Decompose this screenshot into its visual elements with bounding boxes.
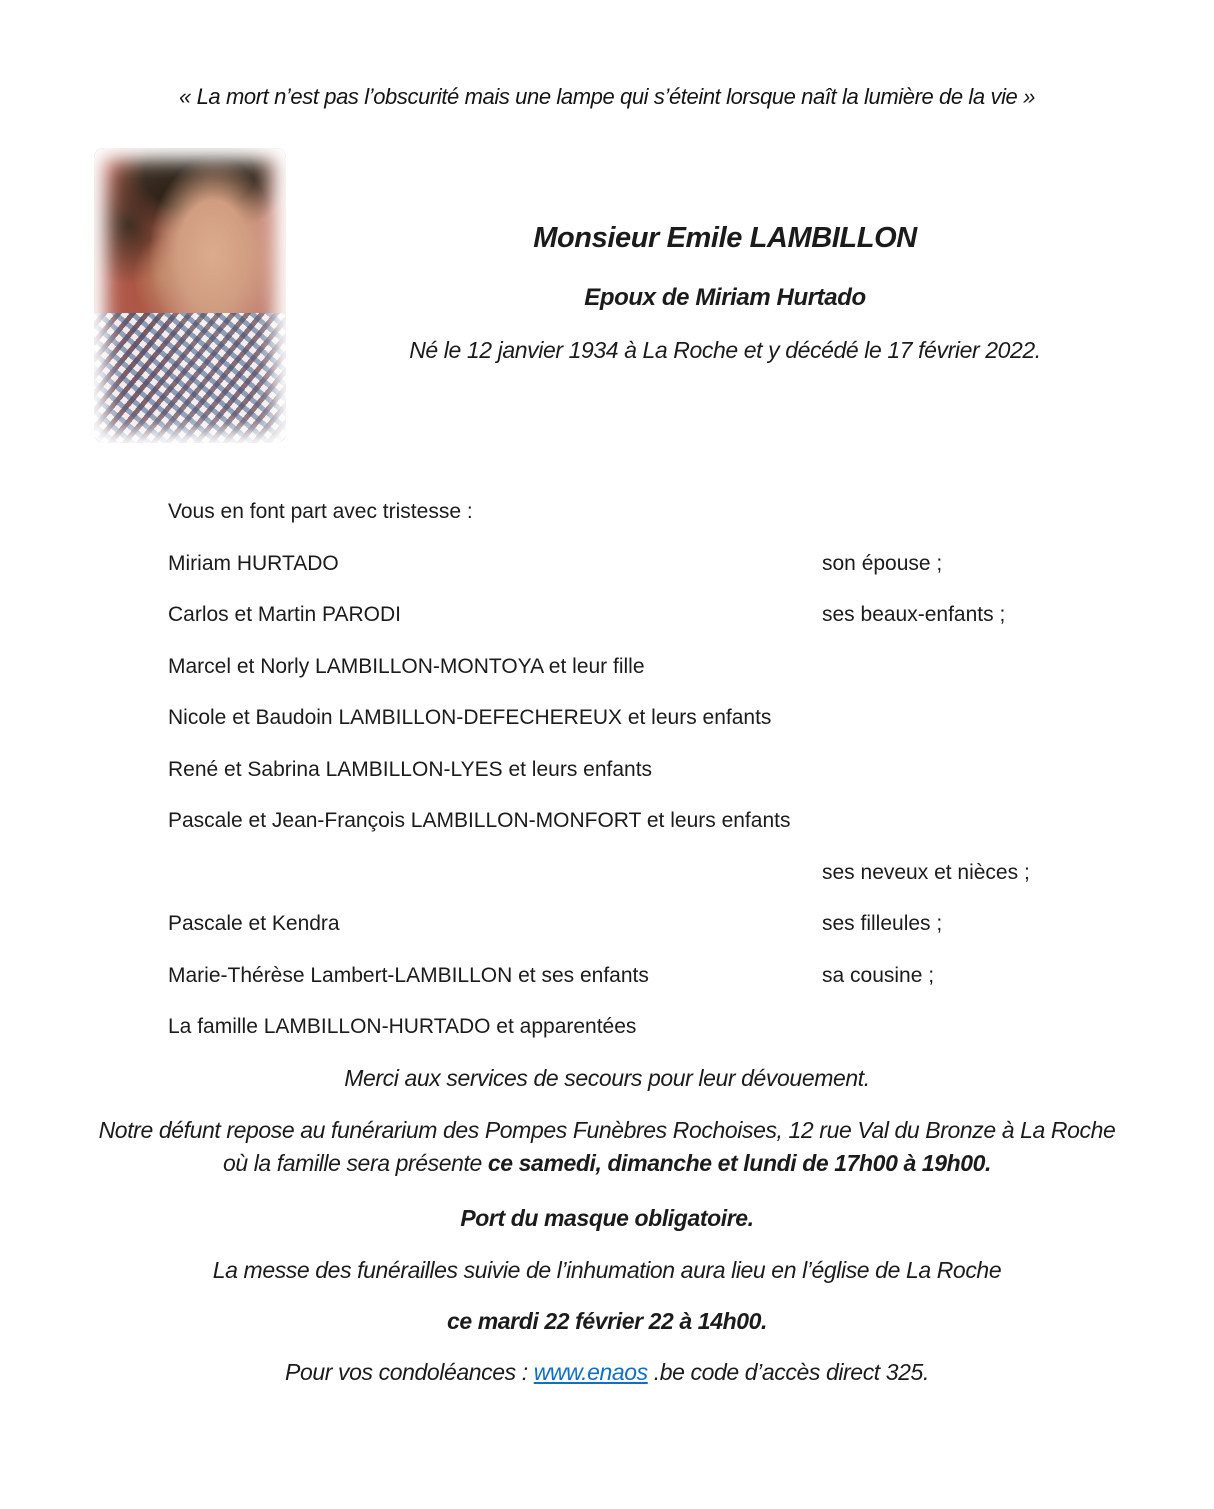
family-member-relation: ses beaux-enfants ; bbox=[822, 603, 1006, 626]
spouse-subtitle: Epoux de Miriam Hurtado bbox=[584, 284, 866, 311]
repose-notice bbox=[36, 1114, 1178, 1180]
family-member-name: Marcel et Norly LAMBILLON-MONTOYA et leur fille bbox=[168, 654, 645, 678]
family-row bbox=[0, 898, 1214, 950]
thanks-notice: Merci aux services de secours pour leur dévouement. bbox=[344, 1065, 870, 1091]
birth-death-line: Né le 12 janvier 1934 à La Roche et y décédé le 17 février 2022. bbox=[409, 337, 1041, 363]
repose-line2-regular: où la famille sera présente bbox=[222, 1150, 488, 1176]
repose-line1: Notre défunt repose au funérarium des Pompes Funèbres Rochoises, 12 rue Val du Bronze à La Roche bbox=[98, 1117, 1116, 1143]
family-row bbox=[0, 1001, 1214, 1053]
family-member-name: Marie-Thérèse Lambert-LAMBILLON et ses enfants bbox=[168, 963, 649, 987]
deceased-name-title: Monsieur Emile LAMBILLON bbox=[533, 222, 917, 254]
family-row bbox=[0, 538, 1214, 590]
family-row bbox=[0, 795, 1214, 847]
condolences-prefix: Pour vos condoléances : bbox=[285, 1359, 534, 1385]
repose-line2 bbox=[36, 1147, 1178, 1180]
condolences-suffix: .be code d’accès direct 325. bbox=[647, 1359, 929, 1385]
family-member-name: Pascale et Jean-François LAMBILLON-MONFORT et leurs enfants bbox=[168, 809, 791, 832]
family-row bbox=[0, 847, 1214, 899]
family-member-name: Nicole et Baudoin LAMBILLON-DEFECHEREUX et leurs enfants bbox=[168, 706, 772, 729]
family-block bbox=[0, 486, 1214, 1053]
family-member-name: René et Sabrina LAMBILLON-LYES et leurs enfants bbox=[168, 757, 653, 781]
family-row bbox=[0, 641, 1214, 693]
condolences-line bbox=[36, 1356, 1178, 1389]
family-list bbox=[0, 538, 1214, 1053]
announcement-intro-row bbox=[0, 486, 1214, 538]
funeral-mass-notice: La messe des funérailles suivie de l’inhumation aura lieu en l’église de La Roche bbox=[212, 1257, 1002, 1283]
family-row bbox=[0, 950, 1214, 1002]
family-member-relation: sa cousine ; bbox=[822, 963, 935, 987]
family-row bbox=[0, 589, 1214, 641]
family-member-relation: ses filleules ; bbox=[822, 912, 943, 935]
family-member-name: Miriam HURTADO bbox=[168, 551, 339, 575]
repose-line2-visiting-hours: ce samedi, dimanche et lundi de 17h00 à 19h00. bbox=[487, 1150, 992, 1176]
family-row bbox=[0, 744, 1214, 796]
mask-notice: Port du masque obligatoire. bbox=[460, 1205, 754, 1231]
family-member-relation: ses neveux et nièces ; bbox=[822, 860, 1030, 884]
opening-quote: « La mort n’est pas l’obscurité mais une lampe qui s’éteint lorsque naît la lumière de la vie » bbox=[179, 84, 1035, 109]
family-member-relation: son épouse ; bbox=[822, 551, 943, 575]
family-member-name: Pascale et Kendra bbox=[168, 912, 340, 935]
family-row bbox=[0, 692, 1214, 744]
portrait-photo bbox=[94, 148, 286, 443]
funeral-datetime: ce mardi 22 février 22 à 14h00. bbox=[446, 1308, 768, 1334]
family-member-name: Carlos et Martin PARODI bbox=[168, 603, 401, 626]
family-member-name: La famille LAMBILLON-HURTADO et apparentées bbox=[168, 1015, 637, 1038]
condolences-website-link[interactable]: www.enaos bbox=[533, 1359, 648, 1385]
announcement-intro: Vous en font part avec tristesse : bbox=[168, 500, 473, 523]
